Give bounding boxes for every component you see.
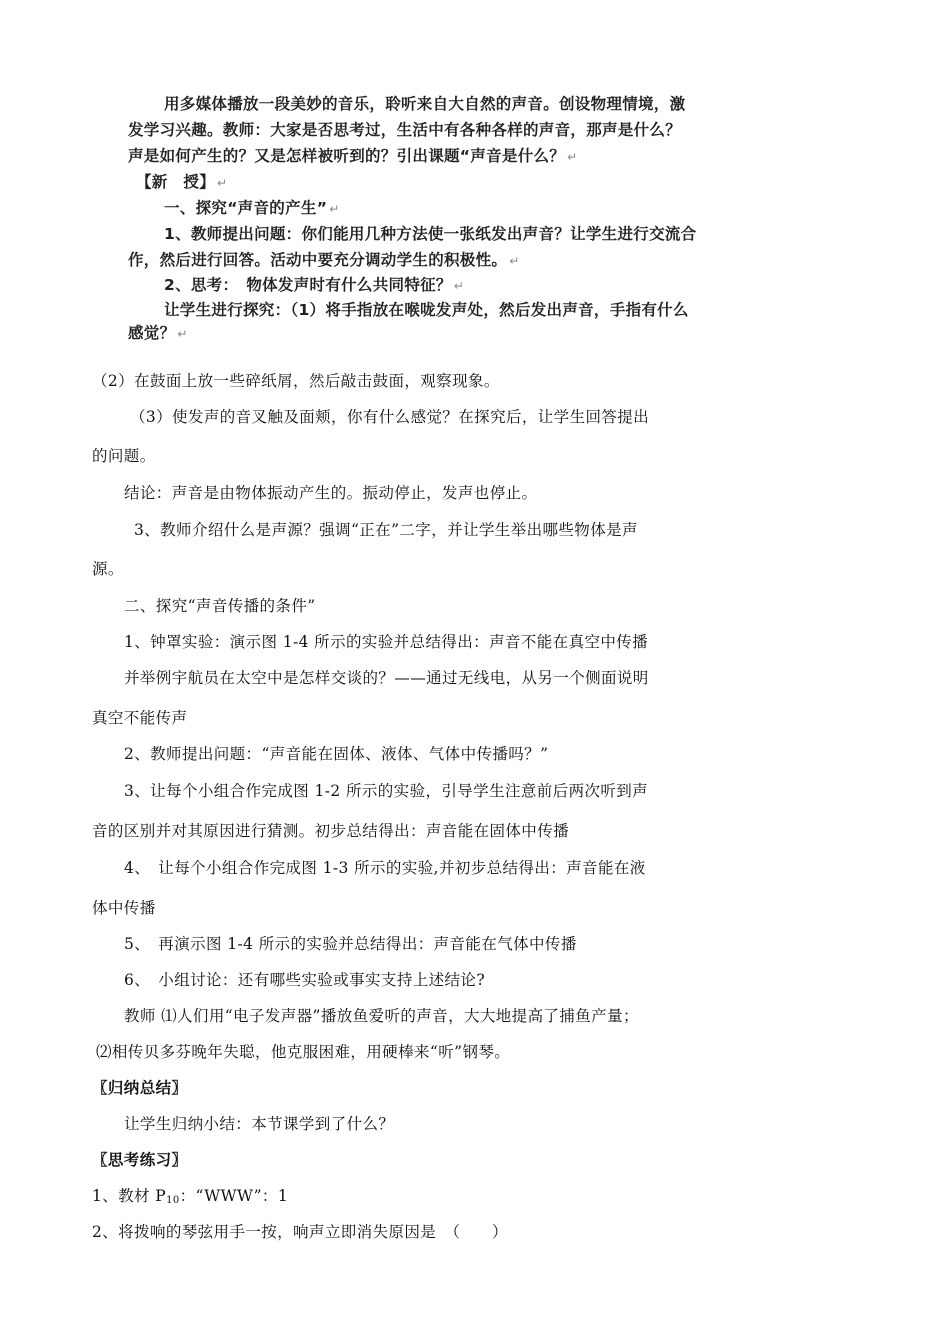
body-line: 结论：声音是由物体振动产生的。振动停止，发声也停止。 bbox=[124, 484, 538, 502]
paragraph-mark-icon: ↵ bbox=[453, 279, 465, 293]
body-line: 3、教师介绍什么是声源？强调“正在”二字，并让学生举出哪些物体是声 bbox=[134, 521, 638, 539]
exercise-item: 1、教材 $P_{10}$：“WWW”：1 bbox=[92, 1187, 289, 1206]
section-title: 二、探究“声音传播的条件” bbox=[124, 597, 316, 615]
body-line: 2、教师提出问题：“声音能在固体、液体、气体中传播吗？” bbox=[124, 745, 549, 763]
body-line: 真空不能传声 bbox=[92, 709, 188, 727]
body-line: 作，然后进行回答。活动中要充分调动学生的积极性。 ↵ bbox=[128, 251, 520, 269]
body-line: （2）在鼓面上放一些碎纸屑，然后敲击鼓面，观察现象。 bbox=[92, 372, 500, 390]
intro-line: 发学习兴趣。教师：大家是否思考过，生活中有各种各样的声音，那声是什么？ bbox=[128, 121, 682, 139]
body-line: 5、 再演示图 1-4 所示的实验并总结得出：声音能在气体中传播 bbox=[124, 935, 577, 953]
body-line: 音的区别并对其原因进行猜测。初步总结得出：声音能在固体中传播 bbox=[92, 822, 570, 840]
summary-heading: 〖归纳总结〗 bbox=[92, 1079, 188, 1097]
paragraph-mark-icon: ↵ bbox=[567, 150, 578, 164]
body-line: 1、钟罩实验：演示图 1-4 所示的实验并总结得出：声音不能在真空中传播 bbox=[124, 633, 649, 651]
intro-line: 用多媒体播放一段美妙的音乐，聆听来自大自然的声音。创设物理情境，激 bbox=[164, 95, 686, 113]
body-line: 的问题。 bbox=[92, 447, 156, 465]
body-line: ⑵相传贝多芬晚年失聪，他克服困难，用硬棒来“听”钢琴。 bbox=[96, 1043, 511, 1061]
body-line: 感觉？ ↵ bbox=[128, 324, 188, 342]
body-line: 3、让每个小组合作完成图 1-2 所示的实验，引导学生注意前后两次听到声 bbox=[124, 782, 649, 800]
body-line: （3）使发声的音叉触及面颊，你有什么感觉？在探究后，让学生回答提出 bbox=[130, 408, 650, 426]
body-line: 2、思考： 物体发声时有什么共同特征？ ↵ bbox=[164, 276, 465, 294]
body-line: 体中传播 bbox=[92, 899, 156, 917]
new-lesson-heading: 【新 授】 ↵ bbox=[136, 173, 228, 191]
practice-heading: 〖思考练习〗 bbox=[92, 1151, 188, 1169]
intro-line: 声是如何产生的？又是怎样被听到的？引出课题“声音是什么？ ↵ bbox=[128, 147, 578, 165]
body-line: 让学生进行探究：（1）将手指放在喉咙发声处，然后发出声音，手指有什么 bbox=[164, 301, 689, 319]
body-line: 教师 ⑴人们用“电子发声器”播放鱼爱听的声音，大大地提高了捕鱼产量； bbox=[124, 1007, 639, 1025]
paragraph-mark-icon: ↵ bbox=[509, 254, 520, 268]
body-line: 1、教师提出问题：你们能用几种方法使一张纸发出声音？让学生进行交流合 bbox=[164, 225, 697, 243]
paragraph-mark-icon: ↵ bbox=[329, 202, 340, 216]
exercise-item: 2、将拨响的琴弦用手一按，响声立即消失原因是 （ ） bbox=[92, 1223, 508, 1241]
section-title: 一、探究“声音的产生” ↵ bbox=[164, 199, 340, 217]
body-line: 并举例宇航员在太空中是怎样交谈的？——通过无线电，从另一个侧面说明 bbox=[124, 669, 649, 687]
body-line: 源。 bbox=[92, 560, 124, 578]
body-line: 让学生归纳小结：本节课学到了什么？ bbox=[124, 1115, 395, 1133]
body-line: 6、 小组讨论：还有哪些实验或事实支持上述结论? bbox=[124, 971, 486, 989]
paragraph-mark-icon: ↵ bbox=[177, 327, 188, 341]
paragraph-mark-icon: ↵ bbox=[217, 176, 228, 190]
body-line: 4、 让每个小组合作完成图 1-3 所示的实验,并初步总结得出：声音能在液 bbox=[124, 859, 646, 877]
